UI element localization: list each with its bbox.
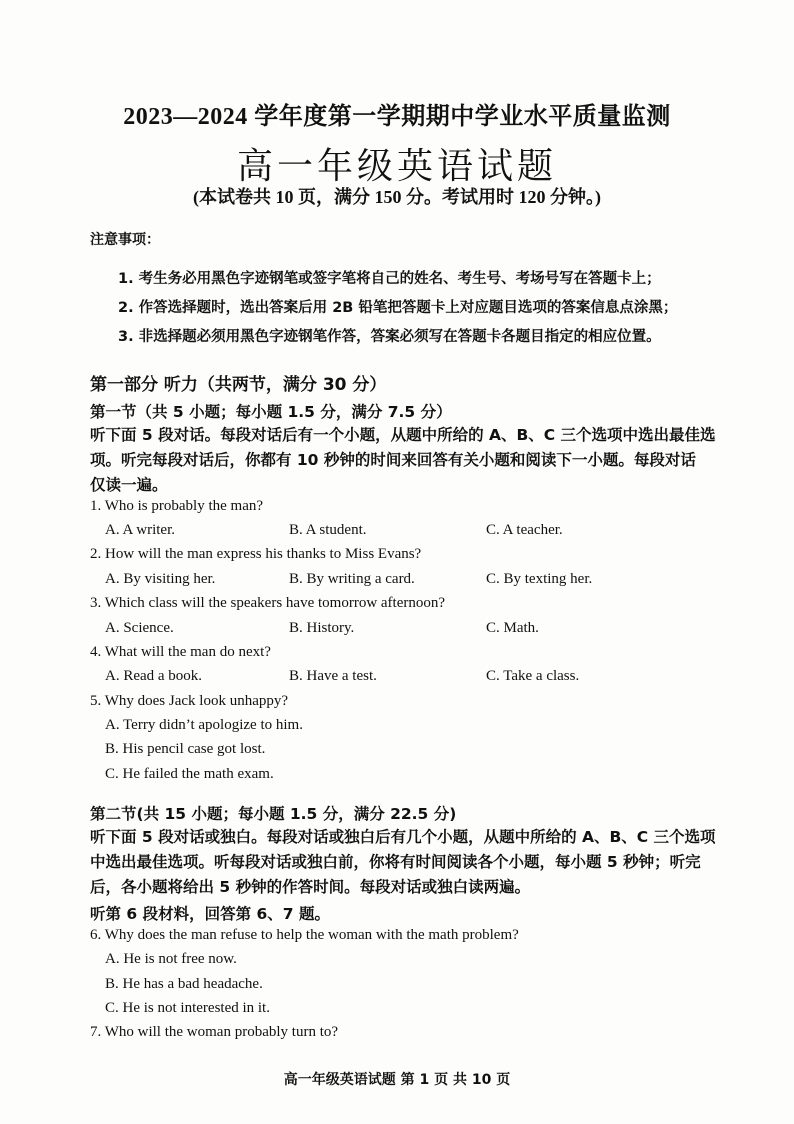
page-footer: 高一年级英语试题 第 1 页 共 10 页 <box>283 1072 511 1088</box>
instruction-line: 仅读一遍。 <box>90 476 168 494</box>
option-a: A. A writer. <box>105 522 175 538</box>
option-b: B. His pencil case got lost. <box>105 741 266 757</box>
option-a: A. By visiting her. <box>105 571 216 587</box>
option-a: A. Terry didn’t apologize to him. <box>105 717 303 733</box>
notes-title: 注意事项： <box>90 232 160 248</box>
option-a: A. He is not free now. <box>105 951 237 967</box>
instruction-line: 听下面 5 段对话。每段对话后有一个小题，从题中所给的 A、B、C 三个选项中选出最佳选 <box>90 426 716 444</box>
option-c: C. A teacher. <box>486 522 563 538</box>
option-a: A. Science. <box>105 620 174 636</box>
section2-title: 第二节(共 15 小题；每小题 1.5 分，满分 22.5 分) <box>90 805 457 823</box>
section2-instructions <box>90 825 740 900</box>
option-c: C. Math. <box>486 620 539 636</box>
option-a: A. Read a book. <box>105 668 203 684</box>
question-stem: 1. Who is probably the man? <box>90 498 264 514</box>
instruction-line: 中选出最佳选项。听每段对话或独白前，你将有时间阅读各个小题，每小题 5 秒钟；听完 <box>90 853 701 871</box>
question-stem: 5. Why does Jack look unhappy? <box>90 693 289 709</box>
question-stem: 2. How will the man express his thanks to Miss Evans? <box>90 546 422 562</box>
section1-title: 第一节（共 5 小题；每小题 1.5 分，满分 7.5 分） <box>90 403 452 421</box>
exam-header-line1: 2023—2024 学年度第一学期期中学业水平质量监测 <box>123 104 671 130</box>
question-stem: 4. What will the man do next? <box>90 644 271 660</box>
option-c: C. Take a class. <box>486 668 580 684</box>
option-b: B. He has a bad headache. <box>105 976 263 992</box>
exam-info: (本试卷共 10 页，满分 150 分。考试用时 120 分钟。) <box>193 187 601 207</box>
question-stem: 6. Why does the man refuse to help the woman with the math problem? <box>90 927 519 943</box>
exam-title: 高一年级英语试题 <box>236 146 557 186</box>
instruction-line: 项。听完每段对话后，你都有 10 秒钟的时间来回答有关小题和阅读下一小题。每段对话 <box>90 451 696 469</box>
question-stem: 7. Who will the woman probably turn to? <box>90 1024 339 1040</box>
option-c: C. By texting her. <box>486 571 593 587</box>
option-b: B. Have a test. <box>289 668 377 684</box>
note-item-2: 2. 作答选择题时，选出答案后用 2B 铅笔把答题卡上对应题目选项的答案信息点涂黑； <box>118 300 678 316</box>
instruction-line: 听下面 5 段对话或独白。每段对话或独白后有几个小题，从题中所给的 A、B、C 三个选项 <box>90 828 716 846</box>
question-stem: 3. Which class will the speakers have tomorrow afternoon? <box>90 595 446 611</box>
part1-title: 第一部分 听力（共两节，满分 30 分） <box>90 375 387 395</box>
option-b: B. History. <box>289 620 355 636</box>
note-item-3: 3. 非选择题必须用黑色字迹钢笔作答，答案必须写在答题卡各题目指定的相应位置。 <box>118 329 661 345</box>
instruction-line: 后，各小题将给出 5 秒钟的作答时间。每段对话或独白读两遍。 <box>90 878 531 896</box>
note-item-1: 1. 考生务必用黑色字迹钢笔或签字笔将自己的姓名、考生号、考场号写在答题卡上； <box>118 271 661 287</box>
option-c: C. He failed the math exam. <box>105 766 274 782</box>
option-b: B. By writing a card. <box>289 571 415 587</box>
section1-instructions <box>90 423 740 498</box>
option-c: C. He is not interested in it. <box>105 1000 270 1016</box>
material-note: 听第 6 段材料，回答第 6、7 题。 <box>90 905 330 923</box>
option-b: B. A student. <box>289 522 367 538</box>
